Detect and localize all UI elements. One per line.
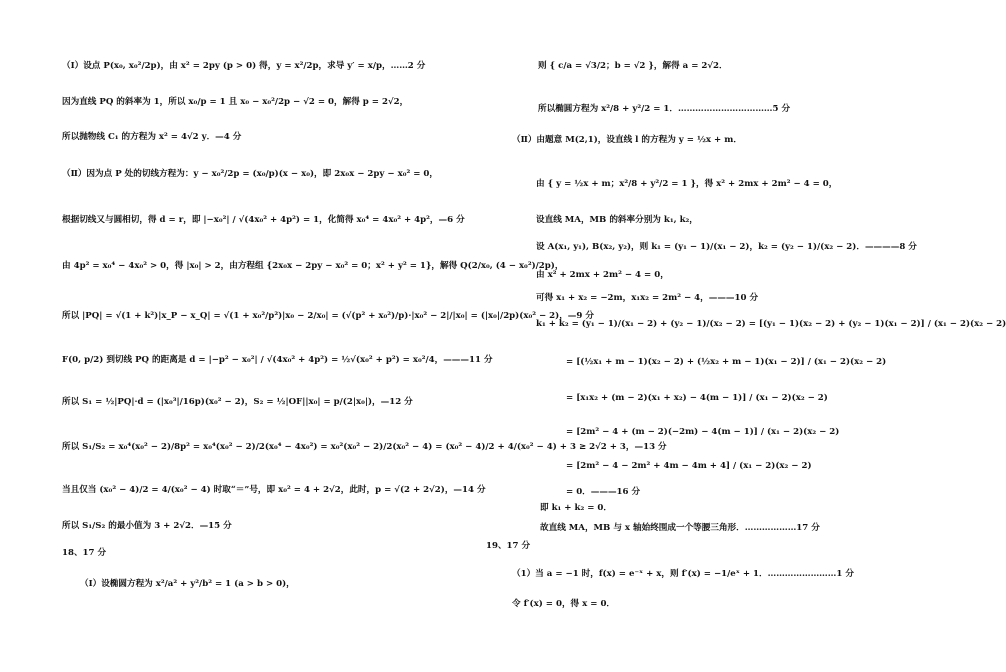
solution-line: = [2m² − 4 − 2m² + 4m − 4m + 4] / (x₁ − 2)(x₂ − 2) <box>566 461 812 471</box>
solution-line: 所以 S₁ = ½|PQ|·d = (|x₀³|/16p)(x₀² − 2)，S₂ = ½|OF||x₀| = p/(2|x₀|)，—12 分 <box>62 397 413 407</box>
solution-line: 所以椭圆方程为 x²/8 + y²/2 = 1．……………………………5 分 <box>538 104 791 114</box>
solution-line: 由 { y = ½x + m；x²/8 + y²/2 = 1 }，得 x² + 2mx + 2m² − 4 = 0， <box>536 179 838 189</box>
solution-line: 所以 S₁/S₂ = x₀⁴(x₀² − 2)/8p² = x₀⁴(x₀² − 2)/2(x₀⁴ − 4x₀²) = x₀²(x₀² − 2)/2(x₀² − 4) = (x₀² − 4)/2 + 4/(x₀² − 4) + 3 ≥ 2√2 + 3，—13 分 <box>62 442 667 452</box>
solution-line: 所以 S₁/S₂ 的最小值为 3 + 2√2．—15 分 <box>62 521 232 531</box>
solution-line: 所以 |PQ| = √(1 + k²)|x_P − x_Q| = √(1 + x₀²/p²)|x₀ − 2/x₀| = (√(p² + x₀²)/p)·|x₀² − 2|/|x₀| = (|x₀|/2p)(x₀² − 2)，—9 分 <box>62 311 594 321</box>
solution-line: 故直线 MA，MB 与 x 轴始终围成一个等腰三角形．………………17 分 <box>540 523 820 533</box>
problem-heading: 19、17 分 <box>486 541 531 551</box>
solution-line: （Ⅰ）设椭圆方程为 x²/a² + y²/b² = 1 (a > b > 0)， <box>80 579 295 589</box>
solution-line: （Ⅰ）设点 P(x₀, x₀²/2p)，由 x² = 2py (p > 0) 得，y = x²/2p，求导 y′ = x/p，……2 分 <box>62 61 426 71</box>
solution-line: 由 x² + 2mx + 2m² − 4 = 0， <box>536 270 669 280</box>
solution-line: （1）当 a = −1 时，f(x) = e⁻ˣ + x，则 f′(x) = −1/eˣ + 1．……………………1 分 <box>512 569 854 579</box>
solution-line: 根据切线又与圆相切，得 d = r，即 |−x₀²| / √(4x₀² + 4p²) = 1，化简得 x₀⁴ = 4x₀² + 4p²，—6 分 <box>62 215 465 225</box>
solution-line: k₁ + k₂ = (y₁ − 1)/(x₁ − 2) + (y₂ − 1)/(x₂ − 2) = [(y₁ − 1)(x₂ − 2) + (y₂ − 1)(x₁ − 2)] / (x₁ − 2)(x₂ − 2) <box>536 319 1006 329</box>
solution-line: = 0．———16 分 <box>566 487 641 497</box>
solution-line: = [x₁x₂ + (m − 2)(x₁ + x₂) − 4(m − 1)] / (x₁ − 2)(x₂ − 2) <box>566 393 828 403</box>
solution-line: 设直线 MA，MB 的斜率分别为 k₁, k₂， <box>536 215 698 225</box>
solution-line: 当且仅当 (x₀² − 4)/2 = 4/(x₀² − 4) 时取“＝”号，即 x₀² = 4 + 2√2，此时，p = √(2 + 2√2)，—14 分 <box>62 485 486 495</box>
solution-line: 令 f′(x) = 0，得 x = 0． <box>512 599 616 609</box>
solution-line: 由 4p² = x₀⁴ − 4x₀² > 0，得 |x₀| > 2，由方程组 {2x₀x − 2py − x₀² = 0；x² + y² = 1}，解得 Q(2/x₀, (4 − x₀²)/2p)， <box>62 261 564 271</box>
solution-line: 即 k₁ + k₂ = 0． <box>540 503 612 513</box>
solution-line: = [(½x₁ + m − 1)(x₂ − 2) + (½x₂ + m − 1)(x₁ − 2)] / (x₁ − 2)(x₂ − 2) <box>566 357 887 367</box>
solution-line: （Ⅱ）因为点 P 处的切线方程为：y − x₀²/2p = (x₀/p)(x − x₀)，即 2x₀x − 2py − x₀² = 0， <box>62 169 438 179</box>
problem-heading: 18、17 分 <box>62 548 107 558</box>
solution-line: F(0, p/2) 到切线 PQ 的距离是 d = |−p² − x₀²| / √(4x₀² + 4p²) = ½√(x₀² + p²) = x₀²/4，———11 分 <box>62 355 493 365</box>
solution-line: 则 { c/a = √3/2；b = √2 }，解得 a = 2√2． <box>538 61 728 71</box>
solution-line: 所以抛物线 C₁ 的方程为 x² = 4√2 y．—4 分 <box>62 132 242 142</box>
solution-line: 因为直线 PQ 的斜率为 1，所以 x₀/p = 1 且 x₀ − x₀²/2p − √2 = 0，解得 p = 2√2， <box>62 97 409 107</box>
solution-line: （Ⅱ）由题意 M(2,1)，设直线 l 的方程为 y = ½x + m． <box>512 135 742 145</box>
solution-line: 可得 x₁ + x₂ = −2m，x₁x₂ = 2m² − 4，———10 分 <box>536 293 759 303</box>
solution-line: = [2m² − 4 + (m − 2)(−2m) − 4(m − 1)] / (x₁ − 2)(x₂ − 2) <box>566 427 840 437</box>
solution-line: 设 A(x₁, y₁), B(x₂, y₂)，则 k₁ = (y₁ − 1)/(x₁ − 2)，k₂ = (y₂ − 1)/(x₂ − 2)．————8 分 <box>536 242 917 252</box>
